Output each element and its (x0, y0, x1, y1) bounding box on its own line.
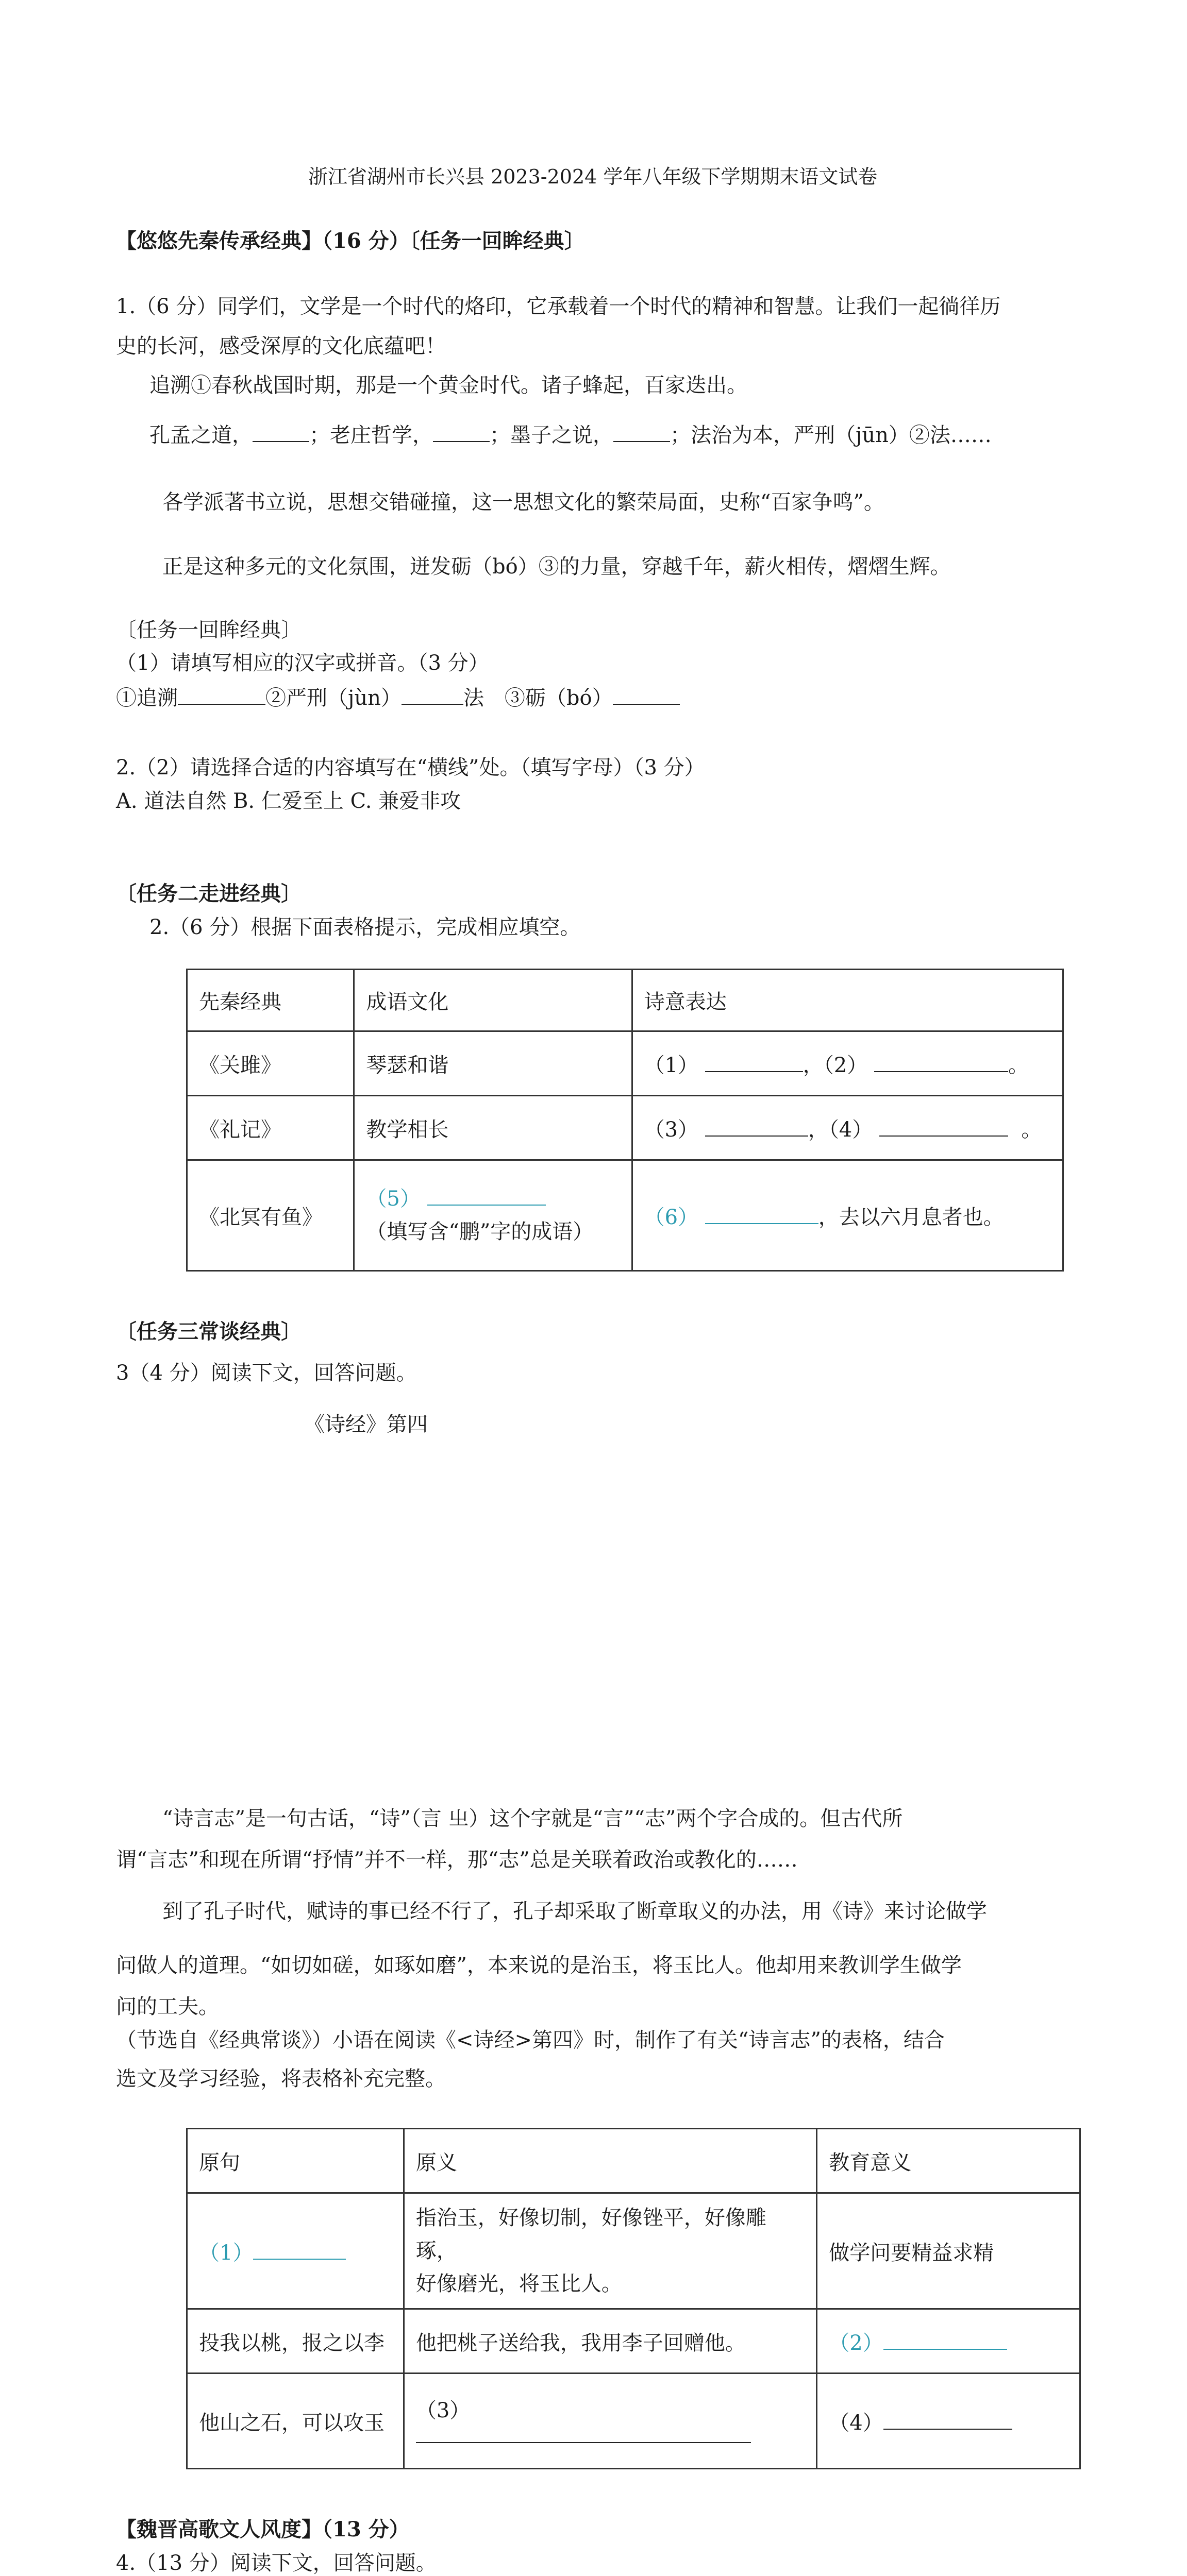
cell-poetry (632, 1031, 1063, 1096)
blank-1[interactable] (705, 1053, 803, 1072)
q1-line1: 1.（6 分）同学们，文学是一个时代的烙印，它承载着一个时代的精神和智慧。让我们一起徜徉历 (116, 295, 1001, 318)
q1-paragraph4: 正是这种多元的文化氛围，迸发砺（bó）③的力量，穿越千年，薪火相传，熠熠生辉。 (162, 555, 951, 579)
item-yanxing: ②严刑（jùn） (265, 686, 402, 710)
table-header-row (187, 2129, 1080, 2193)
blank-3[interactable] (705, 1117, 808, 1137)
blank-jun[interactable] (402, 685, 463, 705)
cell-quote (187, 2193, 404, 2309)
blank-bo[interactable] (613, 685, 680, 705)
cell-idiom (354, 1160, 632, 1271)
blank-edu-4[interactable] (883, 2410, 1012, 2430)
table-header-row (187, 970, 1063, 1031)
blank-mozi[interactable] (613, 422, 670, 442)
section1-heading: 【悠悠先秦传承经典】（16 分）〔任务一回眸经典〕 (116, 229, 585, 253)
item-zhuisu: ①追溯 (116, 686, 178, 710)
cell-meaning: 他把桃子送给我，我用李子回赠他。 (404, 2309, 816, 2374)
label-1: （1） (199, 2241, 254, 2265)
blank-laozhuang[interactable] (433, 422, 490, 442)
section3-question: 3（4 分）阅读下文，回答问题。 (116, 1361, 417, 1385)
q1-paragraph3: 各学派著书立说，思想交错碰撞，这一思想文化的繁荣局面，史称“百家争鸣”。 (162, 490, 884, 514)
para1-line1: “诗言志”是一句古话，“诗”（言 㞢）这个字就是“言”“志”两个字合成的。但古代所 (162, 1807, 903, 1831)
section3-heading: 〔任务三常谈经典〕 (116, 1319, 302, 1344)
label-6: （6） (644, 1205, 699, 1229)
period: 。 (1021, 1117, 1042, 1142)
cell-classic: 《关雎》 (187, 1031, 354, 1096)
blank-6[interactable] (705, 1205, 818, 1224)
book-title: 《诗经》第四 (304, 1413, 428, 1436)
header-idiom: 成语文化 (354, 970, 632, 1031)
label-5: （5） (366, 1187, 421, 1211)
cell-meaning (404, 2374, 816, 2469)
cell-quote: 投我以桃，报之以李 (187, 2309, 404, 2374)
cell-meaning (404, 2193, 816, 2309)
label-3: （3） (415, 2398, 471, 2422)
label-3: （3） (644, 1117, 699, 1142)
cell-classic: 《北冥有鱼》 (187, 1160, 354, 1271)
cell-quote: 他山之石，可以攻玉 (187, 2374, 404, 2469)
poetry-table (186, 2128, 1081, 2469)
idiom-note: （填写含“鹏”字的成语） (366, 1220, 594, 1244)
table-row (187, 2193, 1080, 2309)
page-title: 浙江省湖州市长兴县 2023-2024 学年八年级下学期期末语文试卷 (308, 165, 878, 188)
blank-kongmeng[interactable] (253, 422, 309, 442)
section2-heading: 〔任务二走进经典〕 (116, 882, 302, 906)
table-row (187, 1096, 1063, 1160)
q1-line2: 史的长河，感受深厚的文化底蕴吧！ (116, 334, 446, 358)
text-fazhi: ；法治为本，严刑（jūn）②法…… (670, 423, 992, 447)
para2-line1: 到了孔子时代，赋诗的事已经不行了，孔子却采取了断章取义的办法，用《诗》来讨论做学 (162, 1900, 987, 1923)
text-kongmeng: 孔孟之道， (149, 423, 253, 447)
text-mozi: ；墨子之说， (490, 423, 613, 447)
blank-meaning-3[interactable] (416, 2424, 751, 2443)
q2-line: 2.（2）请选择合适的内容填写在“横线”处。（填写字母）（3 分） (116, 756, 705, 779)
cell-idiom: 琴瑟和谐 (354, 1031, 632, 1096)
blank-5[interactable] (427, 1186, 546, 1206)
blank-quote-1[interactable] (253, 2240, 346, 2260)
sub-question-1-answers (116, 685, 680, 711)
q1-paragraph1: 追溯①春秋战国时期，那是一个黄金时代。诸子蜂起，百家迭出。 (149, 374, 747, 397)
table-row (187, 1031, 1063, 1096)
header-education: 教育意义 (817, 2129, 1080, 2193)
poetry-tail: ，去以六月息者也。 (818, 1205, 1004, 1229)
blank-2[interactable] (874, 1053, 1008, 1072)
header-classic: 先秦经典 (187, 970, 354, 1031)
q2-options: A. 道法自然 B. 仁爱至上 C. 兼爱非攻 (116, 789, 461, 813)
source-line1: （节选自《经典常谈》）小语在阅读《<诗经>第四》时，制作了有关“诗言志”的表格，结合 (116, 2028, 945, 2052)
section2-question: 2.（6 分）根据下面表格提示，完成相应填空。 (149, 916, 581, 939)
blank-edu-2[interactable] (883, 2330, 1007, 2350)
para2-line3: 问的工夫。 (116, 1995, 219, 2019)
para1-line2: 谓“言志”和现在所谓“抒情”并不一样，那“志”总是关联着政治或教化的…… (116, 1848, 798, 1872)
cell-education (817, 2309, 1080, 2374)
section4-question: 4.（13 分）阅读下文，回答问题。 (116, 2551, 437, 2575)
label-2: （2） (829, 2331, 883, 2355)
blank-zhuisu[interactable] (178, 685, 265, 705)
label-4: ，（4） (808, 1117, 873, 1142)
item-libo: 法 ③砺（bó） (463, 686, 613, 710)
cell-classic: 《礼记》 (187, 1096, 354, 1160)
table-row (187, 2374, 1080, 2469)
header-poetry: 诗意表达 (632, 970, 1063, 1031)
table-row (187, 2309, 1080, 2374)
label-4: （4） (829, 2411, 883, 2435)
meaning-line1: 指治玉，好像切制，好像锉平，好像雕琢， (415, 2206, 766, 2263)
label-2: ，（2） (803, 1053, 868, 1077)
q1-paragraph2 (149, 422, 992, 448)
header-quote: 原句 (187, 2129, 404, 2193)
cell-education (817, 2374, 1080, 2469)
period: 。 (1008, 1053, 1029, 1077)
blank-4[interactable] (879, 1117, 1008, 1137)
table-row (187, 1160, 1063, 1271)
section4-heading: 【魏晋高歌文人风度】（13 分） (116, 2517, 410, 2541)
header-meaning: 原义 (404, 2129, 816, 2193)
para2-line2: 问做人的道理。“如切如磋，如琢如磨”，本来说的是治玉，将玉比人。他却用来教训学生做学 (116, 1954, 962, 1977)
label-1: （1） (644, 1053, 699, 1077)
task1-label: 〔任务一回眸经典〕 (116, 618, 302, 642)
cell-poetry (632, 1096, 1063, 1160)
source-line2: 选文及学习经验，将表格补充完整。 (116, 2067, 446, 2091)
cell-idiom: 教学相长 (354, 1096, 632, 1160)
sub-question-1: （1）请填写相应的汉字或拼音。（3 分） (116, 651, 489, 675)
classics-table (186, 969, 1064, 1272)
cell-poetry (632, 1160, 1063, 1271)
meaning-line2: 好像磨光，将玉比人。 (415, 2272, 622, 2296)
cell-education: 做学问要精益求精 (817, 2193, 1080, 2309)
text-laozhuang: ；老庄哲学， (309, 423, 433, 447)
